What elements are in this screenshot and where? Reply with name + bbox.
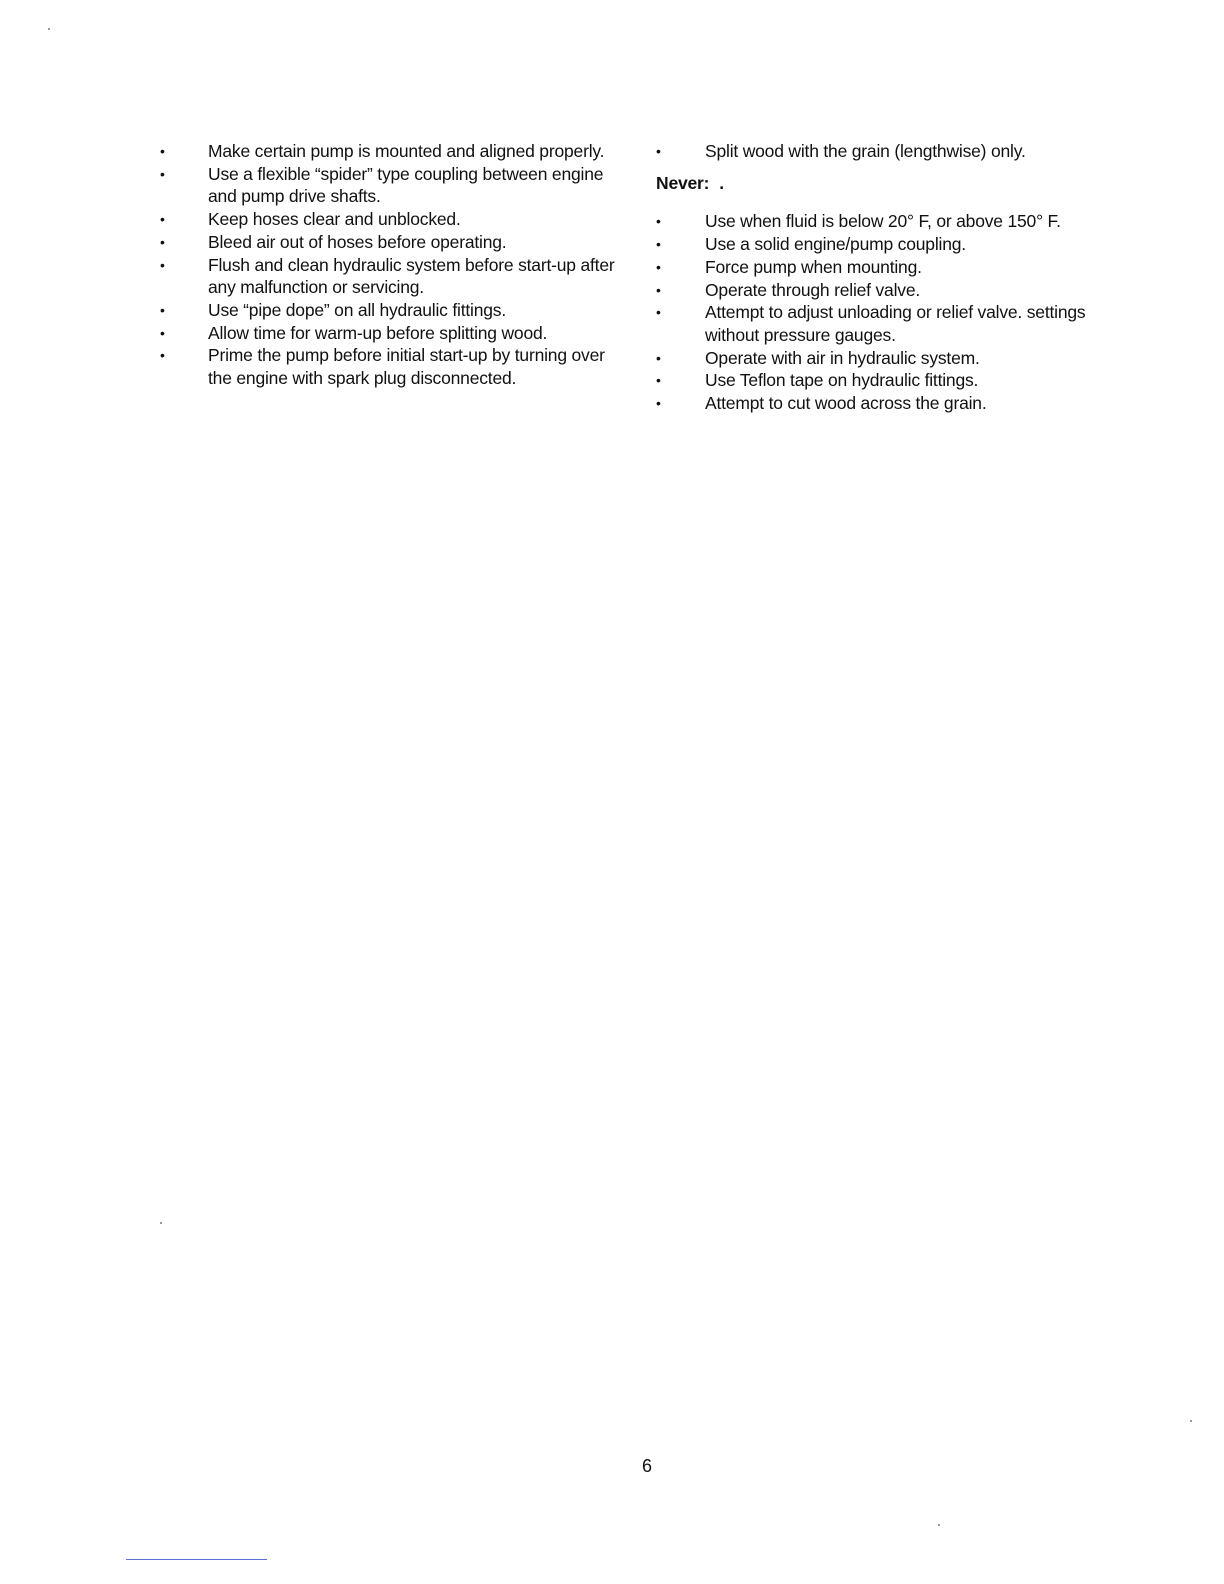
never-list [656,210,1126,414]
list-item [656,301,1126,346]
do-list-continued [656,140,1126,163]
list-item-text: Bleed air out of hoses before operating. [208,231,507,252]
scan-speck [1190,1420,1192,1422]
bullet-icon: • [656,304,661,321]
list-item [656,347,1126,370]
list-item [656,233,1126,256]
stray-mark: . [719,172,724,193]
page-number: 6 [641,1456,652,1476]
bullet-icon: • [160,211,165,228]
list-item [656,256,1126,279]
list-item [656,392,1126,415]
list-item [160,322,620,345]
scan-artifact-line [126,1559,267,1560]
list-item-text: Attempt to cut wood across the grain. [705,393,987,414]
list-item-text: Operate through relief valve. [705,279,921,300]
list-item-text: Use when fluid is below 20° F, or above 150° F. [705,211,1061,232]
left-column [160,140,620,390]
list-item-text: Allow time for warm-up before splitting wood. [208,322,548,343]
list-item [656,210,1126,233]
list-item [160,344,620,389]
list-item [160,208,620,231]
scan-speck [938,1524,940,1526]
list-item-text: Use Teflon tape on hydraulic fittings. [705,370,979,391]
list-item [160,163,620,208]
list-item [656,279,1126,302]
bullet-icon: • [160,165,165,182]
bullet-icon: • [160,256,165,273]
bullet-icon: • [160,233,165,250]
do-list [160,140,620,390]
scan-speck [48,28,50,30]
never-heading [656,172,1126,195]
list-item [656,369,1126,392]
bullet-icon: • [656,349,661,366]
list-item [160,140,620,163]
bullet-icon: • [656,236,661,253]
list-item-text: Use a flexible “spider” type coupling between engine and pump drive shafts. [208,163,604,207]
bullet-icon: • [656,143,661,159]
list-item [160,299,620,322]
list-item-text: Attempt to adjust unloading or relief valve. settings without pressure gauges. [705,302,1086,345]
list-item-text: Prime the pump before initial start-up by turning over the engine with spark plug disconnected. [208,345,605,389]
bullet-icon: • [160,347,165,364]
list-item [160,231,620,254]
bullet-icon: • [656,213,661,230]
bullet-icon: • [656,372,661,389]
bullet-icon: • [160,324,165,341]
list-item [160,254,620,299]
bullet-icon: • [160,143,165,159]
right-column [656,140,1126,415]
scan-speck [160,1222,162,1224]
list-item-text: Keep hoses clear and unblocked. [208,209,461,230]
list-item-text: Make certain pump is mounted and aligned properly. [208,141,605,161]
list-item-text: Operate with air in hydraulic system. [705,347,980,368]
list-item-text: Use a solid engine/pump coupling. [705,234,966,255]
list-item-text: Flush and clean hydraulic system before start-up after any malfunction or servicing. [208,254,615,298]
list-item-text: Split wood with the grain (lengthwise) only. [705,141,1026,161]
list-item-text: Force pump when mounting. [705,256,922,277]
list-item [656,140,1126,163]
bullet-icon: • [656,395,661,412]
never-heading-text: Never: [656,172,710,193]
bullet-icon: • [656,258,661,275]
bullet-icon: • [160,301,165,318]
list-item-text: Use “pipe dope” on all hydraulic fittings. [208,299,507,320]
bullet-icon: • [656,281,661,298]
